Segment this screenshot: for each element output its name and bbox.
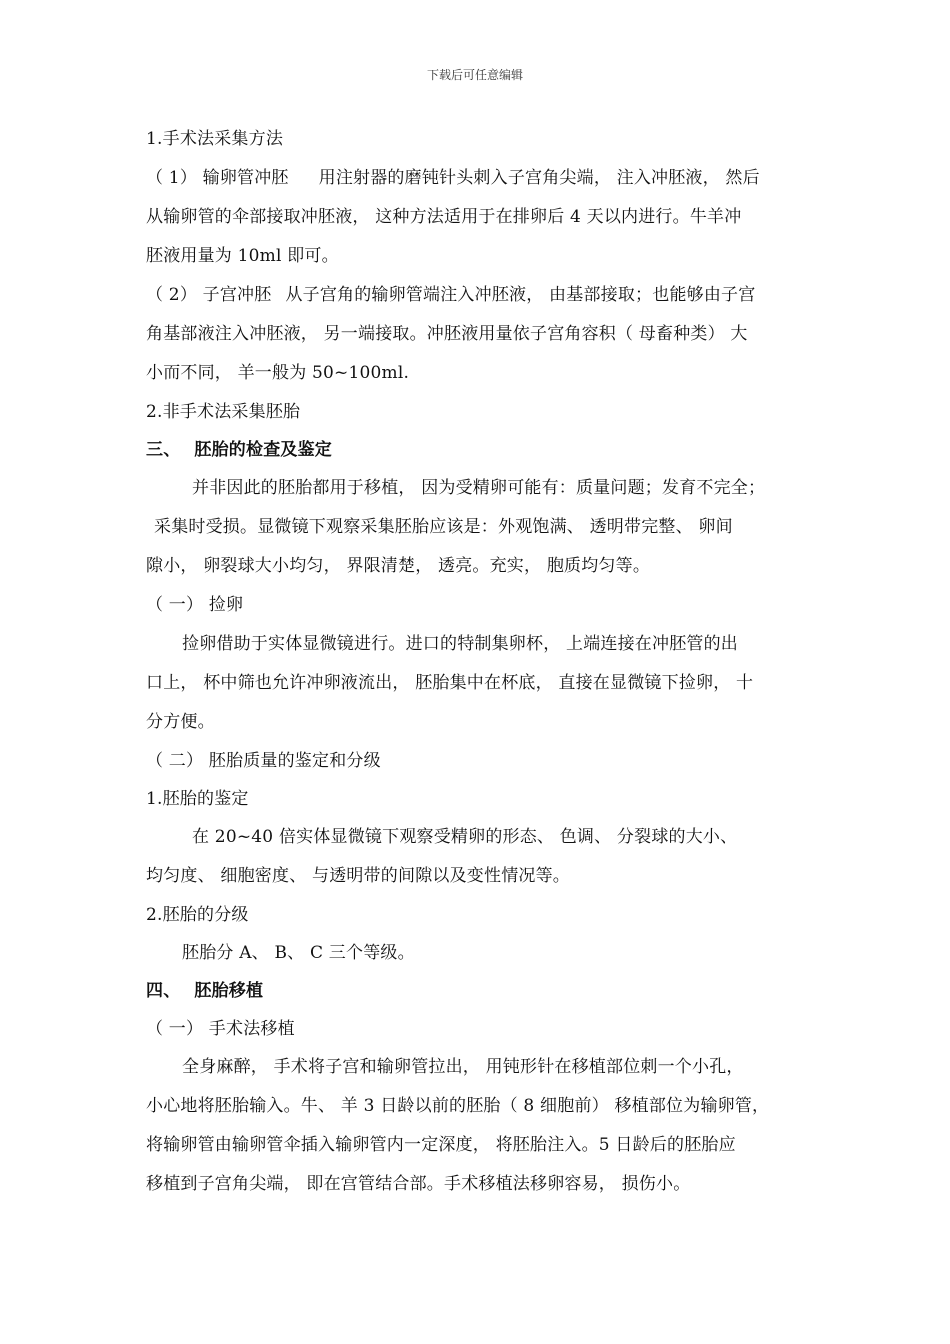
subheading: （ 一） 手术法移植 [146,1019,295,1039]
text-line: 捡卵借助于实体显微镜进行。进口的特制集卵杯， 上端连接在冲胚管的出 [182,634,739,654]
text-line: 1.胚胎的鉴定 [146,789,249,809]
page-header: 下载后可任意编辑 [426,68,523,82]
text-line: 小而不同， 羊一般为 50~100ml. [146,363,410,383]
section-number: 三、 [146,440,181,460]
paragraph-text: 用注射器的磨钝针头刺入子宫角尖端， 注入冲胚液， 然后 [318,168,760,188]
section-number: 四、 [146,981,181,1001]
section-heading [146,972,814,1010]
document-body [146,120,814,1204]
subheading: （ 1） 输卵管冲胚 [146,168,289,188]
subheading: （ 2） 子宫冲胚 [146,285,272,305]
text-line [146,159,814,198]
text-line: 全身麻醉， 手术将子宫和输卵管拉出， 用钝形针在移植部位刺一个小孔， [182,1057,744,1077]
text-line: 角基部液注入冲胚液， 另一端接取。冲胚液用量依子宫角容积（ 母畜种类） 大 [146,324,748,344]
text-line: 均匀度、 细胞密度、 与透明带的间隙以及变性情况等。 [146,866,571,886]
text-line: 移植到子宫角尖端， 即在宫管结合部。手术移植法移卵容易， 损伤小。 [146,1174,691,1194]
text-line: 胚液用量为 10ml 即可。 [146,246,339,266]
text-line: 分方便。 [146,712,215,732]
subheading: （ 二） 胚胎质量的鉴定和分级 [146,751,381,771]
text-line: 2.胚胎的分级 [146,905,249,925]
subheading: （ 一） 捡卵 [146,595,244,615]
text-line: 采集时受损。显微镜下观察采集胚胎应该是：外观饱满、 透明带完整、 卵间 [154,517,733,537]
text-line: 小心地将胚胎输入。牛、 羊 3 日龄以前的胚胎（ 8 细胞前） 移植部位为输卵管， [146,1096,770,1116]
section-title: 胚胎移植 [194,981,264,1001]
section-title: 胚胎的检查及鉴定 [194,440,333,460]
paragraph-text: 从子宫角的输卵管端注入冲胚液， 由基部接取；也能够由子宫 [285,285,756,305]
text-line: 1.手术法采集方法 [146,129,284,149]
text-line: 将输卵管由输卵管伞插入输卵管内一定深度， 将胚胎注入。5 日龄后的胚胎应 [146,1135,736,1155]
text-line: 口上， 杯中筛也允许冲卵液流出， 胚胎集中在杯底， 直接在显微镜下捡卵， 十 [146,673,754,693]
section-heading [146,431,814,469]
text-line [146,276,814,315]
text-line: 胚胎分 A、 B、 C 三个等级。 [182,943,415,963]
text-line: 从输卵管的伞部接取冲胚液， 这种方法适用于在排卵后 4 天以内进行。牛羊冲 [146,207,742,227]
text-line: 隙小， 卵裂球大小均匀， 界限清楚， 透亮。充实， 胞质均匀等。 [146,556,651,576]
text-line: 并非因此的胚胎都用于移植， 因为受精卵可能有：质量问题；发育不完全； [192,478,766,498]
text-line: 2.非手术法采集胚胎 [146,402,301,422]
text-line: 在 20~40 倍实体显微镜下观察受精卵的形态、 色调、 分裂球的大小、 [192,827,738,847]
